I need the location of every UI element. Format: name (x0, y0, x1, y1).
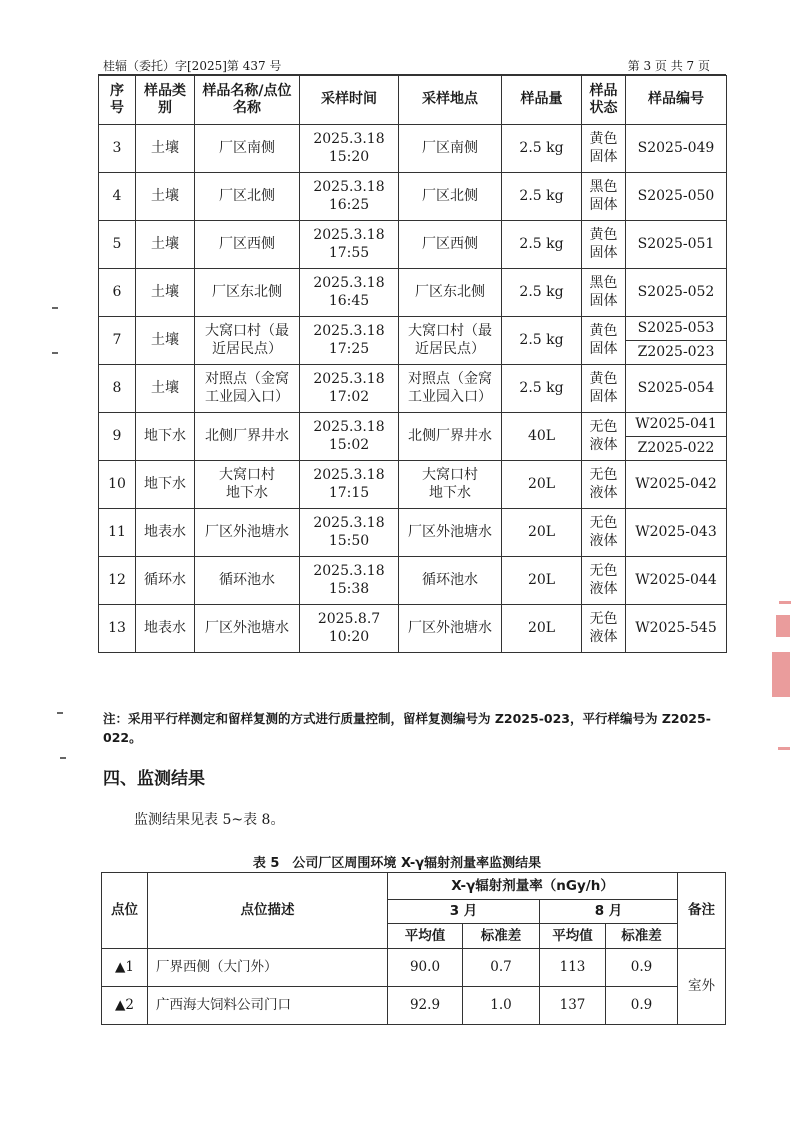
sample-place: 厂区南侧 (399, 125, 502, 173)
std-value: 0.7 (463, 949, 540, 987)
sample-qty: 2.5 kg (502, 125, 582, 173)
sample-name: 厂区南侧 (195, 125, 300, 173)
sample-category: 土壤 (136, 269, 195, 317)
page-header-right: 第 3 页 共 7 页 (627, 59, 710, 73)
table-row (99, 413, 727, 437)
sample-id: S2025-053 (626, 317, 727, 341)
sample-qty: 20L (502, 557, 582, 605)
sample-time: 2025.3.18 15:50 (300, 509, 399, 557)
sample-qty: 2.5 kg (502, 221, 582, 269)
header-avg-2: 平均值 (540, 924, 606, 949)
sample-qty: 2.5 kg (502, 173, 582, 221)
avg-value: 90.0 (388, 949, 463, 987)
point-id: ▲2 (102, 987, 148, 1025)
sample-no: 9 (99, 413, 136, 461)
result-table (101, 872, 726, 1025)
sample-place: 厂区东北侧 (399, 269, 502, 317)
sample-category: 地下水 (136, 461, 195, 509)
sample-no: 13 (99, 605, 136, 653)
sample-no: 11 (99, 509, 136, 557)
table-row (99, 461, 727, 509)
sample-no: 5 (99, 221, 136, 269)
sample-table (98, 75, 727, 653)
point-desc: 广西海大饲料公司门口 (148, 987, 388, 1025)
sample-id: W2025-545 (626, 605, 727, 653)
sample-category: 土壤 (136, 317, 195, 365)
header-std-2: 标准差 (606, 924, 678, 949)
sample-id: W2025-044 (626, 557, 727, 605)
sample-name: 厂区西侧 (195, 221, 300, 269)
std-value: 1.0 (463, 987, 540, 1025)
sample-state: 黄色 固体 (582, 221, 626, 269)
sample-time: 2025.3.18 17:55 (300, 221, 399, 269)
header-remark: 备注 (678, 873, 726, 949)
seal-fragment (779, 601, 791, 604)
header-name: 样品名称/点位名称 (195, 76, 300, 125)
avg-value: 137 (540, 987, 606, 1025)
seal-fragment (776, 615, 790, 637)
sample-category: 循环水 (136, 557, 195, 605)
sample-name: 大窝口村（最近居民点） (195, 317, 300, 365)
header-category: 样品类别 (136, 76, 195, 125)
sample-state: 黄色 固体 (582, 365, 626, 413)
sample-qty: 20L (502, 509, 582, 557)
header-dose-rate: X-γ辐射剂量率（nGy/h） (388, 873, 678, 900)
sample-table-header (99, 76, 727, 125)
sample-state: 无色 液体 (582, 413, 626, 461)
table-row (99, 173, 727, 221)
scan-mark (52, 307, 58, 309)
scan-mark (60, 757, 66, 759)
sample-state: 无色 液体 (582, 509, 626, 557)
sample-place: 北侧厂界井水 (399, 413, 502, 461)
sample-category: 土壤 (136, 173, 195, 221)
sample-category: 土壤 (136, 221, 195, 269)
sample-qty: 40L (502, 413, 582, 461)
sample-place: 大窝口村 地下水 (399, 461, 502, 509)
table-row (99, 221, 727, 269)
sample-time: 2025.3.18 16:25 (300, 173, 399, 221)
sample-category: 土壤 (136, 365, 195, 413)
std-value: 0.9 (606, 987, 678, 1025)
header-time: 采样时间 (300, 76, 399, 125)
scan-mark (52, 352, 58, 354)
header-ids: 样品编号 (626, 76, 727, 125)
sample-time: 2025.3.18 15:20 (300, 125, 399, 173)
sample-category: 地下水 (136, 413, 195, 461)
header-avg-1: 平均值 (388, 924, 463, 949)
avg-value: 92.9 (388, 987, 463, 1025)
header-point-desc: 点位描述 (148, 873, 388, 949)
sample-place: 厂区外池塘水 (399, 509, 502, 557)
table-row (102, 987, 726, 1025)
remark-cell: 室外 (678, 949, 726, 1025)
sample-time: 2025.3.18 16:45 (300, 269, 399, 317)
sample-name: 厂区外池塘水 (195, 605, 300, 653)
sample-category: 地表水 (136, 605, 195, 653)
sample-id: S2025-051 (626, 221, 727, 269)
sample-name: 对照点（金窝工业园入口） (195, 365, 300, 413)
table-row (102, 949, 726, 987)
header-month-1: 3 月 (388, 900, 540, 924)
sample-place: 厂区北侧 (399, 173, 502, 221)
sample-state: 无色 液体 (582, 461, 626, 509)
sample-qty: 2.5 kg (502, 317, 582, 365)
sample-place: 循环池水 (399, 557, 502, 605)
point-desc: 厂界西侧（大门外） (148, 949, 388, 987)
sample-qty: 20L (502, 461, 582, 509)
sample-name: 大窝口村 地下水 (195, 461, 300, 509)
sample-time: 2025.3.18 15:38 (300, 557, 399, 605)
sample-no: 7 (99, 317, 136, 365)
sample-id: Z2025-023 (626, 341, 727, 365)
table-row (99, 605, 727, 653)
table-row (99, 269, 727, 317)
page-header-left: 桂辐（委托）字[2025]第 437 号 (103, 59, 282, 73)
sample-state: 黄色 固体 (582, 317, 626, 365)
sample-id: W2025-041 (626, 413, 727, 437)
avg-value: 113 (540, 949, 606, 987)
sample-place: 大窝口村（最近居民点） (399, 317, 502, 365)
sample-state: 黄色 固体 (582, 125, 626, 173)
sample-time: 2025.3.18 17:25 (300, 317, 399, 365)
sample-id: Z2025-022 (626, 437, 727, 461)
header-month-2: 8 月 (540, 900, 678, 924)
sample-category: 地表水 (136, 509, 195, 557)
seal-fragment (772, 652, 790, 697)
table-row (99, 509, 727, 557)
sample-id: S2025-050 (626, 173, 727, 221)
sample-no: 3 (99, 125, 136, 173)
table-row (99, 365, 727, 413)
sample-category: 土壤 (136, 125, 195, 173)
std-value: 0.9 (606, 949, 678, 987)
sample-no: 12 (99, 557, 136, 605)
table-row (99, 557, 727, 605)
sample-no: 10 (99, 461, 136, 509)
sample-qty: 20L (502, 605, 582, 653)
section-body: 监测结果见表 5~表 8。 (134, 812, 285, 828)
table-note: 注：采用平行样测定和留样复测的方式进行质量控制，留样复测编号为 Z2025-023，平行样编号为 Z2025-022。 (103, 711, 711, 745)
table-row (99, 317, 727, 341)
sample-time: 2025.3.18 15:02 (300, 413, 399, 461)
sample-qty: 2.5 kg (502, 365, 582, 413)
point-id: ▲1 (102, 949, 148, 987)
sample-time: 2025.8.7 10:20 (300, 605, 399, 653)
header-state: 样品状态 (582, 76, 626, 125)
scan-mark (57, 712, 63, 714)
sample-name: 厂区北侧 (195, 173, 300, 221)
sample-time: 2025.3.18 17:15 (300, 461, 399, 509)
header-qty: 样品量 (502, 76, 582, 125)
section-title: 四、监测结果 (103, 769, 205, 789)
sample-id: S2025-052 (626, 269, 727, 317)
table-caption: 表 5 公司厂区周围环境 X-γ辐射剂量率监测结果 (252, 856, 542, 871)
sample-id: W2025-043 (626, 509, 727, 557)
sample-no: 6 (99, 269, 136, 317)
header-place: 采样地点 (399, 76, 502, 125)
sample-id: S2025-049 (626, 125, 727, 173)
sample-name: 厂区外池塘水 (195, 509, 300, 557)
sample-state: 黑色 固体 (582, 269, 626, 317)
sample-name: 循环池水 (195, 557, 300, 605)
header-std-1: 标准差 (463, 924, 540, 949)
header-no: 序号 (99, 76, 136, 125)
sample-qty: 2.5 kg (502, 269, 582, 317)
sample-id: W2025-042 (626, 461, 727, 509)
sample-time: 2025.3.18 17:02 (300, 365, 399, 413)
sample-state: 黑色 固体 (582, 173, 626, 221)
sample-place: 厂区外池塘水 (399, 605, 502, 653)
sample-no: 8 (99, 365, 136, 413)
sample-name: 北侧厂界井水 (195, 413, 300, 461)
sample-name: 厂区东北侧 (195, 269, 300, 317)
sample-no: 4 (99, 173, 136, 221)
seal-fragment (778, 747, 790, 750)
sample-place: 厂区西侧 (399, 221, 502, 269)
sample-place: 对照点（金窝工业园入口） (399, 365, 502, 413)
sample-id: S2025-054 (626, 365, 727, 413)
table-row (99, 125, 727, 173)
sample-state: 无色 液体 (582, 557, 626, 605)
sample-state: 无色 液体 (582, 605, 626, 653)
header-point: 点位 (102, 873, 148, 949)
